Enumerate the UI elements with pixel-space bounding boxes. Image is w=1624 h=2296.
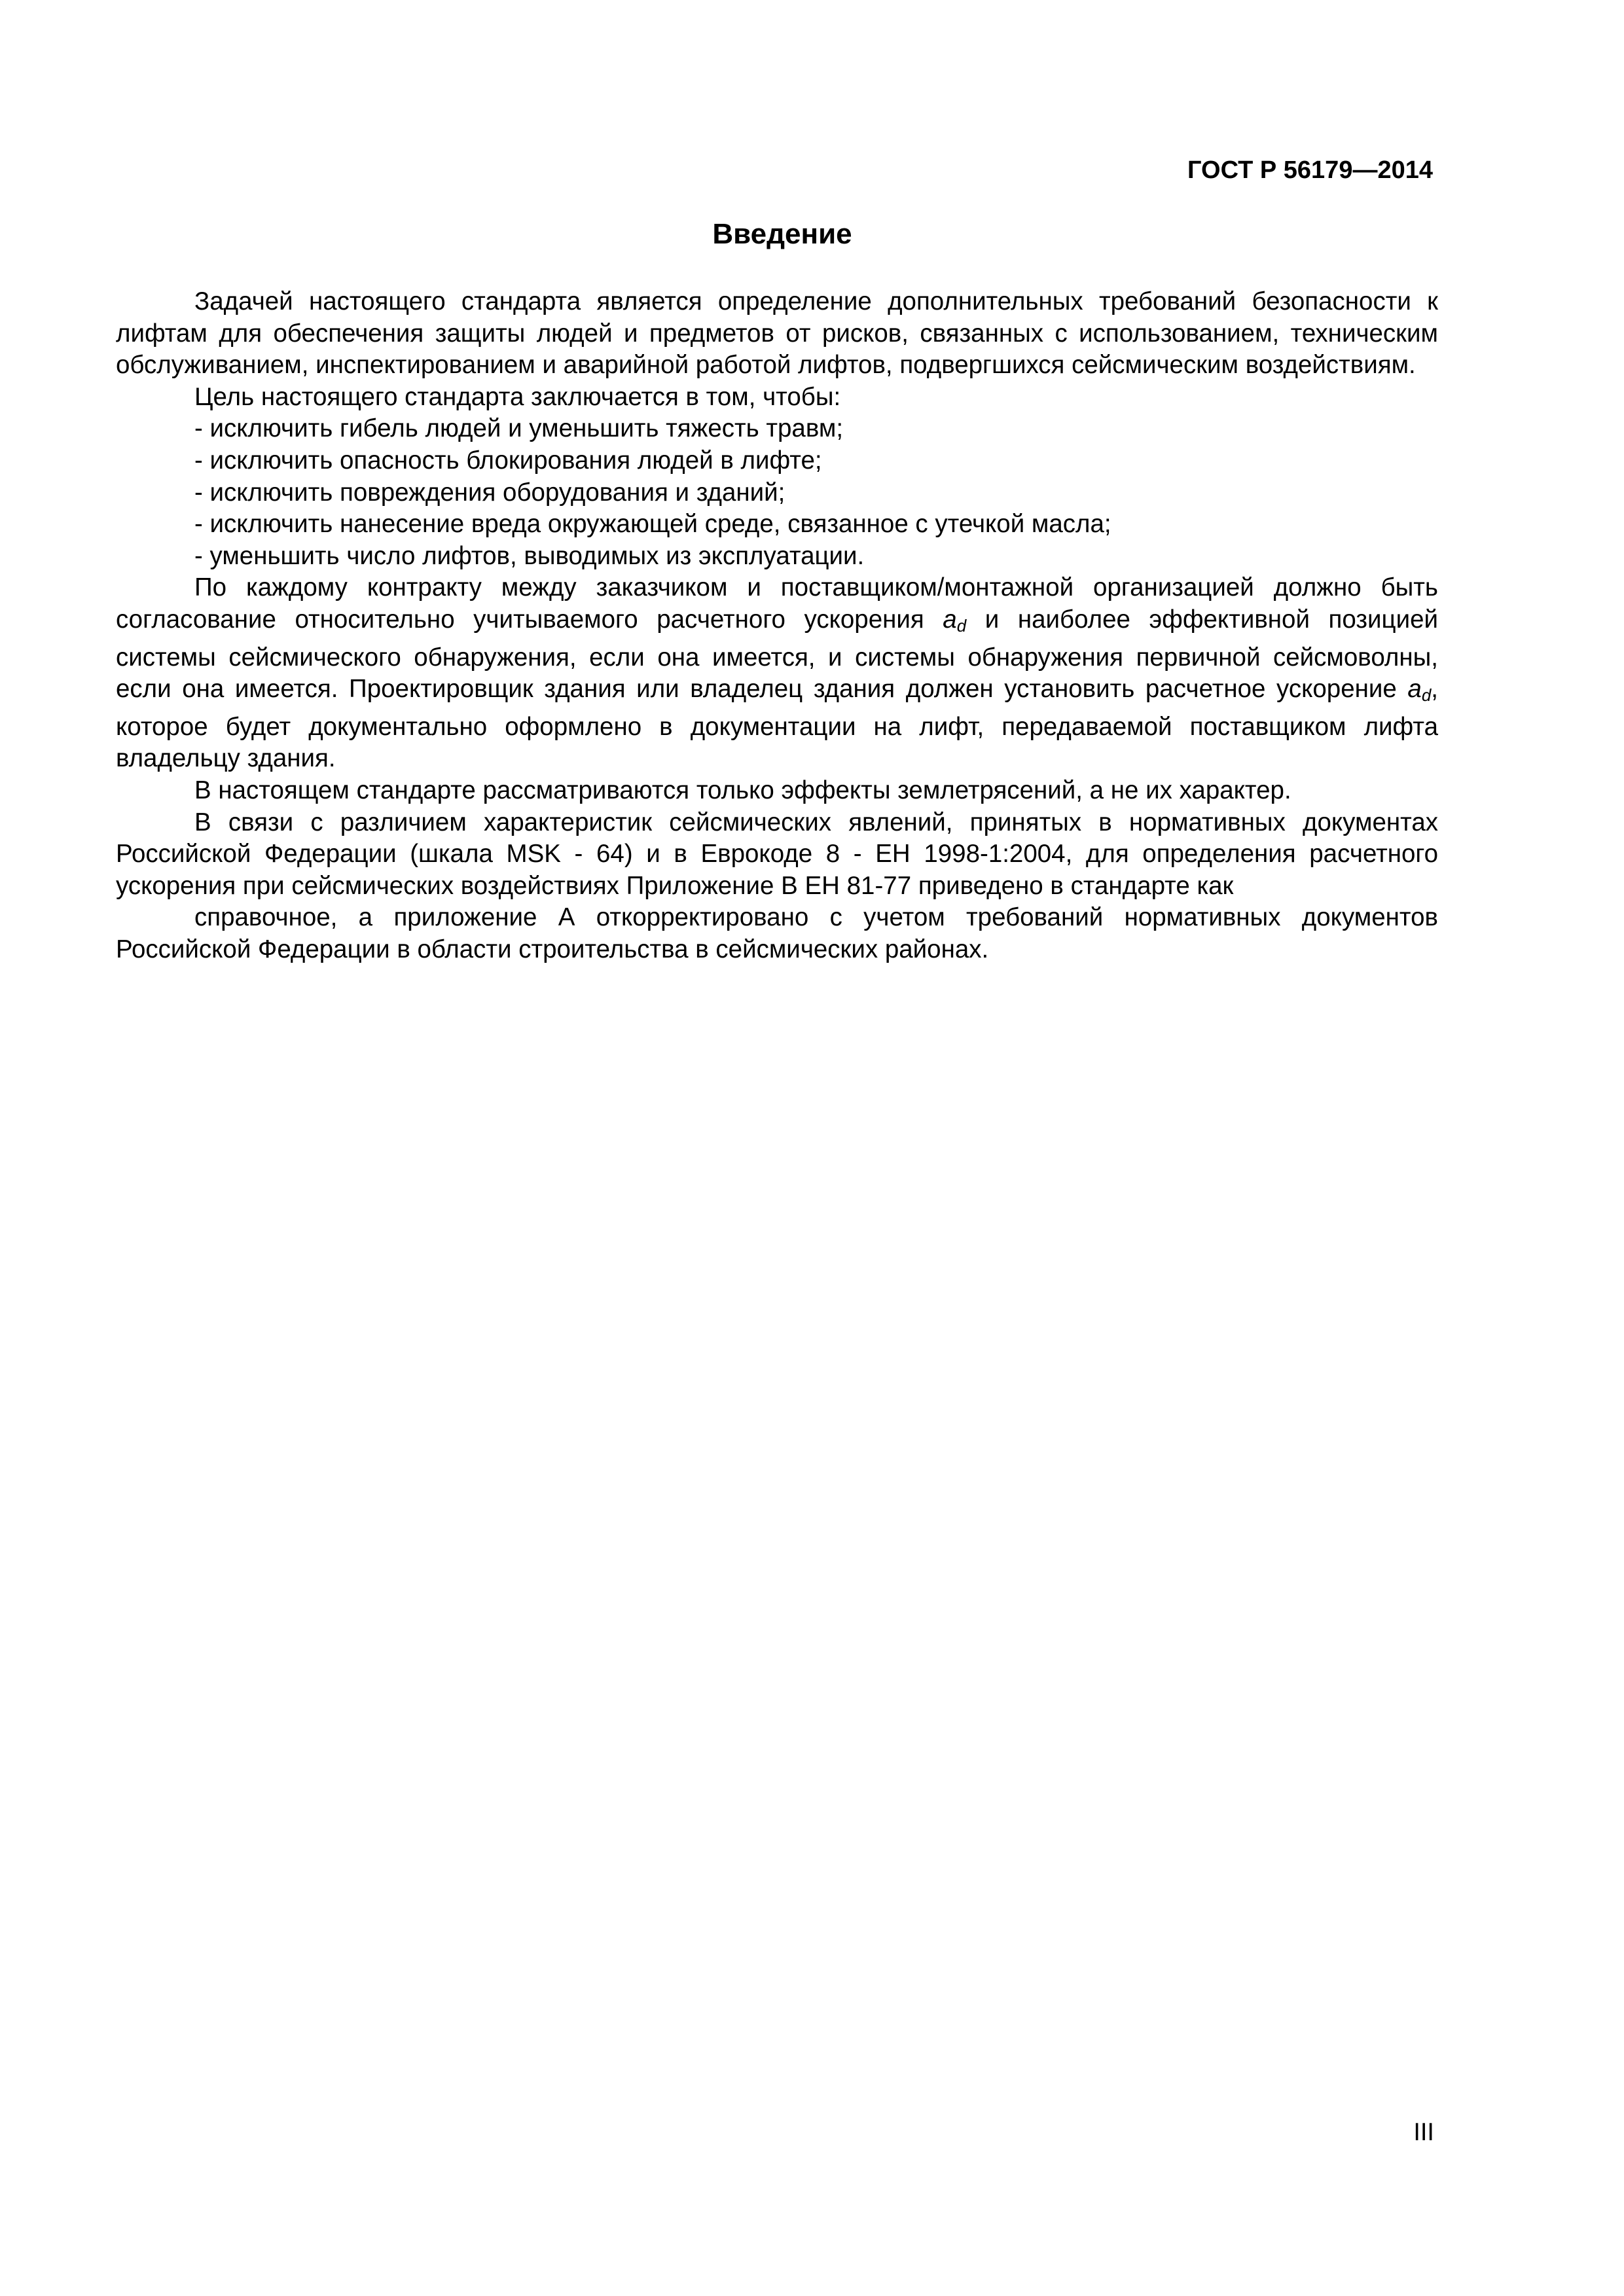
paragraph-differences: В связи с различием характеристик сейсмических явлений, принятых в нормативных документах Российской Федерации (шкала MSK - 64) и в Еврокоде 8 - ЕН 1998-1:2004, для определения расчетного ускорения при сейсмических воздействиях Приложение В ЕН 81-77 приведено в стандарте как — [116, 808, 1438, 900]
paragraph-scope: В настоящем стандарте рассматриваются только эффекты землетрясений, а не их характер. — [194, 776, 1291, 804]
list-item: - исключить нанесение вреда окружающей среде, связанное с утечкой масла; — [194, 510, 1111, 539]
list-item: - исключить повреждения оборудования и зданий; — [194, 478, 785, 507]
variable-a-d-1: $a_d$ — [943, 605, 967, 636]
document-body — [116, 286, 1438, 965]
page-number: III — [1413, 2119, 1434, 2146]
paragraph-contract-part-1: По каждому контракту между заказчиком и поставщиком/монтажной организацией должно быть согласование относительно учитываемого расчетного ускорения — [116, 573, 1438, 634]
list-item: - исключить опасность блокирования людей в лифте; — [194, 446, 822, 475]
paragraph-annex: справочное, а приложение А откорректировано с учетом требований нормативных документов Российской Федерации в области строительства в сейсмических районах. — [116, 903, 1438, 963]
paragraph-contract — [116, 572, 1438, 775]
paragraph-purpose: Задачей настоящего стандарта является определение дополнительных требований безопасности к лифтам для обеспечения защиты людей и предметов от рисков, связанных с использованием, техническим обслуживанием, инспектированием и аварийной работой лифтов, подвергшихся сейсмическим воздействиям. — [116, 287, 1438, 380]
list-item: - исключить гибель людей и уменьшить тяжесть травм; — [194, 414, 844, 443]
paragraph-contract-part-2: и наиболее эффективной позицией системы сейсмического обнаружения, если она имеется, и системы обнаружения первичной сейсмоволны, если она имеется. Проектировщик здания или владелец здания должен установить расчетное ускорение — [116, 605, 1438, 704]
paragraph-goal: Цель настоящего стандарта заключается в том, чтобы: — [194, 382, 841, 411]
variable-a-d-2: $a_d$ — [1407, 675, 1432, 706]
list-item: - уменьшить число лифтов, выводимых из эксплуатации. — [194, 541, 865, 570]
section-title: Введение — [712, 218, 852, 250]
paragraph-contract-part-3: , которое будет документально оформлено в документации на лифт, передаваемой поставщиком лифта владельцу здания. — [116, 675, 1438, 773]
document-code: ГОСТ Р 56179—2014 — [1187, 156, 1433, 184]
